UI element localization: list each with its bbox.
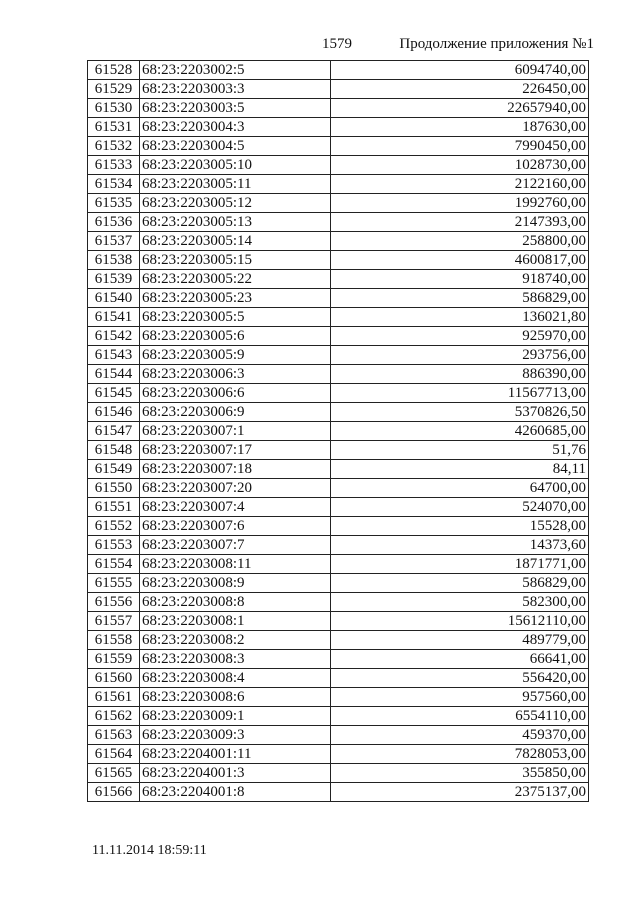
cadastral-value-cell: 2122160,00: [331, 175, 589, 194]
table-row: [88, 308, 589, 327]
table-row: [88, 232, 589, 251]
cadastral-value-cell: 6094740,00: [331, 61, 589, 80]
cadastral-value-cell: 886390,00: [331, 365, 589, 384]
cadastral-number-cell: 68:23:2203006:3: [140, 365, 331, 384]
row-number-cell: 61535: [88, 194, 140, 213]
cadastral-value-cell: 11567713,00: [331, 384, 589, 403]
row-number-cell: 61538: [88, 251, 140, 270]
cadastral-value-cell: 556420,00: [331, 669, 589, 688]
row-number-cell: 61558: [88, 631, 140, 650]
row-number-cell: 61528: [88, 61, 140, 80]
cadastral-value-cell: 918740,00: [331, 270, 589, 289]
table-row: [88, 213, 589, 232]
cadastral-number-cell: 68:23:2203008:2: [140, 631, 331, 650]
table-row: [88, 517, 589, 536]
cadastral-number-cell: 68:23:2203003:3: [140, 80, 331, 99]
table-row: [88, 783, 589, 802]
row-number-cell: 61557: [88, 612, 140, 631]
cadastral-value-cell: 2147393,00: [331, 213, 589, 232]
cadastral-number-cell: 68:23:2203003:5: [140, 99, 331, 118]
cadastral-value-cell: 586829,00: [331, 289, 589, 308]
cadastral-number-cell: 68:23:2203007:1: [140, 422, 331, 441]
cadastral-value-cell: 489779,00: [331, 631, 589, 650]
table-row: [88, 194, 589, 213]
cadastral-value-cell: 524070,00: [331, 498, 589, 517]
row-number-cell: 61533: [88, 156, 140, 175]
cadastral-value-cell: 586829,00: [331, 574, 589, 593]
cadastral-number-cell: 68:23:2203007:17: [140, 441, 331, 460]
table-row: [88, 251, 589, 270]
table-row: [88, 61, 589, 80]
cadastral-value-cell: 258800,00: [331, 232, 589, 251]
table-row: [88, 460, 589, 479]
row-number-cell: 61548: [88, 441, 140, 460]
cadastral-value-cell: 64700,00: [331, 479, 589, 498]
row-number-cell: 61529: [88, 80, 140, 99]
row-number-cell: 61537: [88, 232, 140, 251]
row-number-cell: 61551: [88, 498, 140, 517]
row-number-cell: 61532: [88, 137, 140, 156]
cadastral-value-cell: 4600817,00: [331, 251, 589, 270]
table-row: [88, 536, 589, 555]
cadastral-value-cell: 925970,00: [331, 327, 589, 346]
cadastral-number-cell: 68:23:2203004:3: [140, 118, 331, 137]
page-number: 1579: [322, 36, 352, 52]
cadastral-number-cell: 68:23:2203005:15: [140, 251, 331, 270]
table-row: [88, 346, 589, 365]
page-caption: Продолжение приложения №1: [399, 36, 594, 52]
cadastral-number-cell: 68:23:2203005:14: [140, 232, 331, 251]
row-number-cell: 61542: [88, 327, 140, 346]
table-row: [88, 270, 589, 289]
cadastral-value-cell: 66641,00: [331, 650, 589, 669]
cadastral-value-cell: 226450,00: [331, 80, 589, 99]
row-number-cell: 61565: [88, 764, 140, 783]
row-number-cell: 61534: [88, 175, 140, 194]
cadastral-number-cell: 68:23:2203008:1: [140, 612, 331, 631]
cadastral-number-cell: 68:23:2203005:12: [140, 194, 331, 213]
table-row: [88, 555, 589, 574]
cadastral-number-cell: 68:23:2203006:9: [140, 403, 331, 422]
footer-timestamp: 11.11.2014 18:59:11: [92, 843, 207, 858]
cadastral-value-cell: 957560,00: [331, 688, 589, 707]
row-number-cell: 61550: [88, 479, 140, 498]
cadastral-value-cell: 15528,00: [331, 517, 589, 536]
row-number-cell: 61553: [88, 536, 140, 555]
row-number-cell: 61531: [88, 118, 140, 137]
row-number-cell: 61556: [88, 593, 140, 612]
cadastral-number-cell: 68:23:2203007:18: [140, 460, 331, 479]
row-number-cell: 61560: [88, 669, 140, 688]
table-body: [88, 61, 589, 802]
cadastral-number-cell: 68:23:2203005:22: [140, 270, 331, 289]
cadastral-value-cell: 51,76: [331, 441, 589, 460]
row-number-cell: 61554: [88, 555, 140, 574]
table-row: [88, 175, 589, 194]
row-number-cell: 61559: [88, 650, 140, 669]
cadastral-value-cell: 15612110,00: [331, 612, 589, 631]
cadastral-number-cell: 68:23:2203009:1: [140, 707, 331, 726]
cadastral-number-cell: 68:23:2203005:9: [140, 346, 331, 365]
cadastral-value-cell: 459370,00: [331, 726, 589, 745]
cadastral-value-cell: 4260685,00: [331, 422, 589, 441]
table-row: [88, 422, 589, 441]
table-row: [88, 118, 589, 137]
cadastral-number-cell: 68:23:2203004:5: [140, 137, 331, 156]
cadastral-number-cell: 68:23:2203008:3: [140, 650, 331, 669]
cadastral-value-cell: 2375137,00: [331, 783, 589, 802]
table-row: [88, 593, 589, 612]
cadastral-value-cell: 5370826,50: [331, 403, 589, 422]
cadastral-value-cell: 293756,00: [331, 346, 589, 365]
row-number-cell: 61563: [88, 726, 140, 745]
table-row: [88, 479, 589, 498]
row-number-cell: 61562: [88, 707, 140, 726]
cadastral-number-cell: 68:23:2203008:8: [140, 593, 331, 612]
table-row: [88, 764, 589, 783]
cadastral-number-cell: 68:23:2203008:9: [140, 574, 331, 593]
table-row: [88, 365, 589, 384]
cadastral-value-cell: 1871771,00: [331, 555, 589, 574]
cadastral-value-cell: 22657940,00: [331, 99, 589, 118]
cadastral-value-cell: 7990450,00: [331, 137, 589, 156]
cadastral-value-cell: 355850,00: [331, 764, 589, 783]
cadastral-value-cell: 6554110,00: [331, 707, 589, 726]
row-number-cell: 61555: [88, 574, 140, 593]
cadastral-value-cell: 84,11: [331, 460, 589, 479]
row-number-cell: 61536: [88, 213, 140, 232]
cadastral-number-cell: 68:23:2204001:3: [140, 764, 331, 783]
row-number-cell: 61540: [88, 289, 140, 308]
cadastral-number-cell: 68:23:2203009:3: [140, 726, 331, 745]
cadastral-number-cell: 68:23:2203008:4: [140, 669, 331, 688]
table-row: [88, 631, 589, 650]
cadastral-number-cell: 68:23:2203007:20: [140, 479, 331, 498]
row-number-cell: 61544: [88, 365, 140, 384]
table-row: [88, 707, 589, 726]
table-row: [88, 156, 589, 175]
cadastral-value-table: [87, 60, 589, 802]
table-row: [88, 650, 589, 669]
cadastral-number-cell: 68:23:2203006:6: [140, 384, 331, 403]
table-row: [88, 99, 589, 118]
row-number-cell: 61545: [88, 384, 140, 403]
row-number-cell: 61564: [88, 745, 140, 764]
cadastral-number-cell: 68:23:2203005:23: [140, 289, 331, 308]
table-row: [88, 669, 589, 688]
cadastral-value-cell: 1992760,00: [331, 194, 589, 213]
table-row: [88, 327, 589, 346]
cadastral-number-cell: 68:23:2203007:7: [140, 536, 331, 555]
row-number-cell: 61552: [88, 517, 140, 536]
cadastral-number-cell: 68:23:2203008:6: [140, 688, 331, 707]
cadastral-number-cell: 68:23:2204001:8: [140, 783, 331, 802]
cadastral-number-cell: 68:23:2203007:4: [140, 498, 331, 517]
table-row: [88, 403, 589, 422]
row-number-cell: 61549: [88, 460, 140, 479]
row-number-cell: 61543: [88, 346, 140, 365]
cadastral-number-cell: 68:23:2204001:11: [140, 745, 331, 764]
table-row: [88, 574, 589, 593]
row-number-cell: 61566: [88, 783, 140, 802]
cadastral-value-cell: 14373,60: [331, 536, 589, 555]
table-row: [88, 612, 589, 631]
row-number-cell: 61541: [88, 308, 140, 327]
cadastral-number-cell: 68:23:2203005:5: [140, 308, 331, 327]
row-number-cell: 61546: [88, 403, 140, 422]
cadastral-number-cell: 68:23:2203005:11: [140, 175, 331, 194]
table-row: [88, 498, 589, 517]
cadastral-value-cell: 582300,00: [331, 593, 589, 612]
table-row: [88, 289, 589, 308]
cadastral-number-cell: 68:23:2203002:5: [140, 61, 331, 80]
cadastral-number-cell: 68:23:2203005:6: [140, 327, 331, 346]
cadastral-value-cell: 136021,80: [331, 308, 589, 327]
cadastral-number-cell: 68:23:2203008:11: [140, 555, 331, 574]
cadastral-number-cell: 68:23:2203005:13: [140, 213, 331, 232]
table-row: [88, 80, 589, 99]
cadastral-value-cell: 1028730,00: [331, 156, 589, 175]
table-row: [88, 726, 589, 745]
cadastral-number-cell: 68:23:2203005:10: [140, 156, 331, 175]
cadastral-value-cell: 187630,00: [331, 118, 589, 137]
table-row: [88, 441, 589, 460]
row-number-cell: 61539: [88, 270, 140, 289]
cadastral-value-cell: 7828053,00: [331, 745, 589, 764]
table-row: [88, 384, 589, 403]
table-row: [88, 137, 589, 156]
row-number-cell: 61561: [88, 688, 140, 707]
table-row: [88, 745, 589, 764]
cadastral-number-cell: 68:23:2203007:6: [140, 517, 331, 536]
table-row: [88, 688, 589, 707]
row-number-cell: 61547: [88, 422, 140, 441]
row-number-cell: 61530: [88, 99, 140, 118]
